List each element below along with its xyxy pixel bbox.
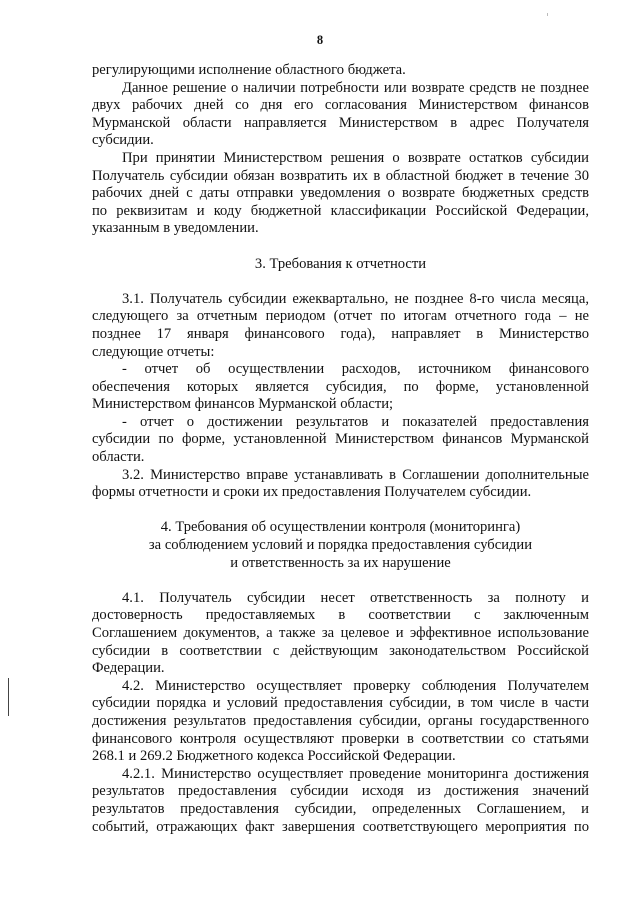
text-line: субсидии в соответствии с действующим законодательством Российской [92,642,589,659]
paragraph [92,467,589,502]
spacer [92,572,589,590]
text-line: Мурманской области направляется Министерством в адрес Получателя [92,114,589,131]
text-line: событий, отражающих факт завершения соответствующего мероприятия по [92,818,589,835]
document-body [92,62,589,836]
paragraph [92,590,589,678]
text-line: Данное решение о наличии потребности или возврате средств не позднее [122,79,589,96]
spacer [92,502,589,520]
text-line: - отчет об осуществлении расходов, источником финансового [122,361,589,378]
text-line: Федерации. [92,660,165,677]
text-line: - отчет о достижении результатов и показателей предоставления [122,413,589,430]
text-line: следующие отчеты: [92,343,215,360]
text-line: 3.1. Получатель субсидии ежеквартально, не позднее 8-го числа месяца, [122,290,589,307]
section-heading [92,238,589,291]
text-line: позднее 17 января финансового года), направляет в Министерство [92,325,589,342]
text-line: 268.1 и 269.2 Бюджетного кодекса Российской Федерации. [92,748,456,765]
text-line: достоверность предоставляемых в соответствии с заключенным [92,607,589,624]
paragraph [92,150,589,238]
text-line: результатов предоставления субсидии, определенных Соглашением, и [92,800,589,817]
paragraph [92,678,589,766]
section-heading [92,502,589,590]
paragraph [92,291,589,361]
text-line: области. [92,449,145,466]
text-line: Министерством финансов Мурманской области; [92,396,394,413]
text-line: достижения результатов предоставления субсидии, органы государственного [92,712,589,729]
text-line: 4.1. Получатель субсидии несет ответственность за полноту и [122,589,589,606]
spacer [92,273,589,291]
text-line: 4.2.1. Министерство осуществляет проведение мониторинга достижения [122,765,589,782]
text-line: субсидии по форме, установленной Министерством финансов Мурманской [92,431,589,448]
text-line: При принятии Министерством решения о возврате остатков субсидии [122,149,589,166]
text-line: 4.2. Министерство осуществляет проверку соблюдения Получателем [122,677,589,694]
text-line: указанным в уведомлении. [92,220,259,237]
text-line: рабочих дней с даты отправки уведомления о возврате бюджетных средств [92,185,589,202]
paragraph [92,80,589,150]
page-number: 8 [316,33,324,47]
text-line: двух рабочих дней со дня его согласования Министерством финансов [92,97,589,114]
paragraph [92,62,589,80]
text-line: Соглашением документов, а также за целевое и эффективное использование [92,625,589,641]
text-line: финансового контроля осуществляют проверки в соответствии со статьями [92,730,589,747]
margin-mark [8,678,9,716]
text-line: по реквизитам и коду бюджетной классификации Российской Федерации, [92,202,589,219]
paragraph [92,361,589,414]
text-line: регулирующими исполнение областного бюджета. [92,62,406,78]
spacer [92,238,589,256]
text-line: обеспечения которых является субсидия, по форме, установленной [92,378,589,395]
heading-line: за соблюдением условий и порядка предоставления субсидии [148,537,533,554]
heading-line: 3. Требования к отчетности [254,255,427,272]
scan-mark [547,13,548,16]
text-line: субсидии порядка и условий предоставления субсидии, в том числе в части [92,695,589,712]
heading-line: и ответственность за их нарушение [230,554,451,571]
text-line: субсидии. [92,132,154,149]
heading-line: 4. Требования об осуществлении контроля (мониторинга) [160,519,521,536]
text-line: формы отчетности и сроки их предоставления Получателем субсидии. [92,484,532,501]
text-line: Получатель субсидии обязан возвратить их в областной бюджет в течение 30 [92,167,589,184]
paragraph [92,414,589,467]
text-line: результатов предоставления субсидии исходя из достижения значений [92,783,589,800]
paragraph [92,766,589,836]
text-line: следующего за отчетным периодом (отчет по итогам отчетного года – не [92,308,589,325]
text-line: 3.2. Министерство вправе устанавливать в Соглашении дополнительные [122,466,589,483]
